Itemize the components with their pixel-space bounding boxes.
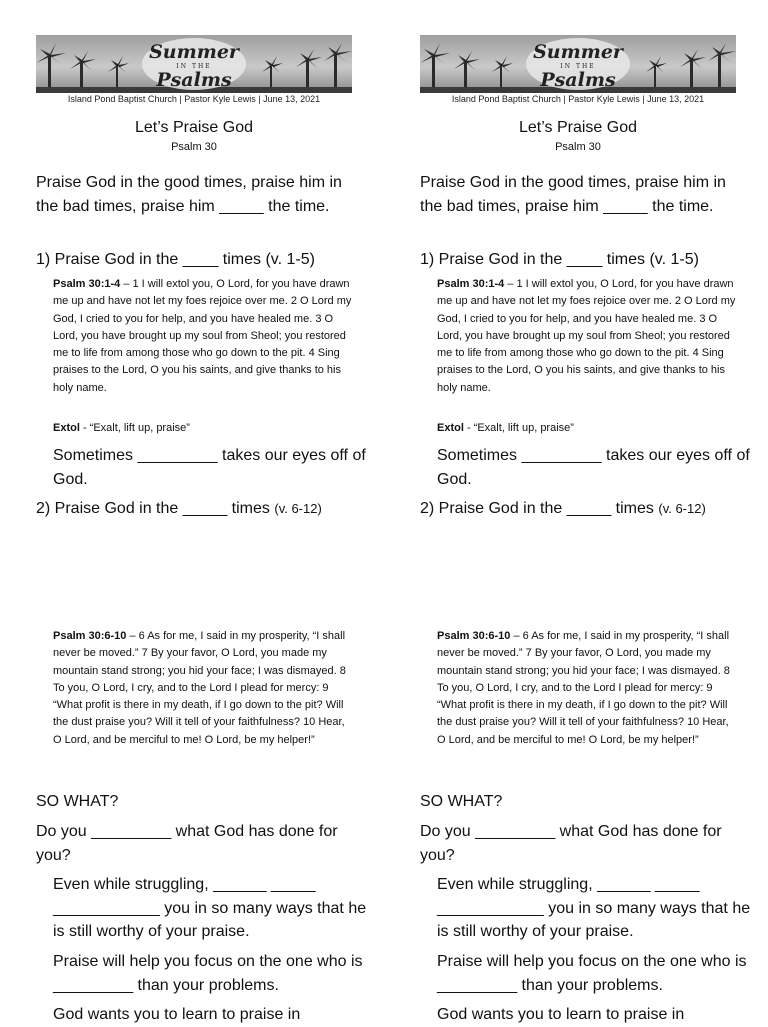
intro-statement: Praise God in the good times, praise him in the bad times, praise him _____ the time. xyxy=(36,174,342,215)
scripture-passage-1 xyxy=(437,276,739,397)
point-2-text: 2) Praise God in the _____ times xyxy=(420,500,659,517)
application-3: God wants you to learn to praise in xyxy=(437,1006,685,1023)
scripture-text-1: – 1 I will extol you, O Lord, for you have drawn me up and have not let my foes rejoice over me. 2 O Lord my God, I cried to you for help, and you have healed me. 3 O Lord, you have brought up my soul from Sheol; you restored me to life from among those who go down to the pit. 4 Sing praises to the Lord, O you his saints, and give thanks to his holy name. xyxy=(437,278,736,394)
sometimes-statement: Sometimes _________ takes our eyes off of God. xyxy=(437,447,750,488)
application-2: Praise will help you focus on the one who is _________ than your problems. xyxy=(53,953,363,994)
church-info-line: Island Pond Baptist Church | Pastor Kyle Lewis | June 13, 2021 xyxy=(451,94,705,104)
logo-in-the-text: IN THE xyxy=(176,63,212,70)
point-2-heading xyxy=(420,497,740,521)
scripture-text-1: – 1 I will extol you, O Lord, for you have drawn me up and have not let my foes rejoice over me. 2 O Lord my God, I cried to you for help, and you have healed me. 3 O Lord, you have brought up my soul from Sheol; you restored me to life from among those who go down to the pit. 4 Sing praises to the Lord, O you his saints, and give thanks to his holy name. xyxy=(53,278,352,394)
summer-in-the-psalms-banner xyxy=(420,35,736,93)
point-2-verses: (v. 6-12) xyxy=(658,501,706,516)
application-3: God wants you to learn to praise in xyxy=(53,1006,301,1023)
so-what-heading: SO WHAT? xyxy=(420,793,503,810)
bulletin-column-left xyxy=(36,0,388,1024)
scripture-ref-1: Psalm 30:1-4 xyxy=(53,278,121,290)
scripture-ref-1: Psalm 30:1-4 xyxy=(437,278,505,290)
sermon-title: Let’s Praise God xyxy=(519,119,637,136)
extol-term: Extol xyxy=(437,422,464,434)
logo-psalms-text: Psalms xyxy=(156,69,232,91)
summer-in-the-psalms-banner xyxy=(36,35,352,93)
extol-definition xyxy=(53,420,355,437)
scripture-ref-2: Psalm 30:6-10 xyxy=(53,630,127,642)
sermon-subtitle: Psalm 30 xyxy=(171,141,217,153)
application-1: Even while struggling, ______ _____ ____________ you in so many ways that he is still worthy of your praise. xyxy=(437,876,751,940)
scripture-text-2: – 6 As for me, I said in my prosperity, “I shall never be moved.” 7 By your favor, O Lord, you made my mountain stand strong; you hid your face; I was dismayed. 8 To you, O Lord, I cry, and to the Lord I plead for mercy: 9 “What profit is there in my death, if I go down to the pit? Will the dust praise you? Will it tell of your faithfulness? 10 Hear, O Lord, and be merciful to me! O Lord, be my helper!” xyxy=(53,630,346,746)
logo-psalms-text: Psalms xyxy=(540,69,616,91)
question-1: Do you _________ what God has done for you? xyxy=(420,823,722,864)
sometimes-statement: Sometimes _________ takes our eyes off of God. xyxy=(53,447,366,488)
application-2: Praise will help you focus on the one who is _________ than your problems. xyxy=(437,953,747,994)
application-1: Even while struggling, ______ _____ ____________ you in so many ways that he is still worthy of your praise. xyxy=(53,876,367,940)
so-what-heading: SO WHAT? xyxy=(36,793,119,810)
extol-term: Extol xyxy=(53,422,80,434)
point-2-text: 2) Praise God in the _____ times xyxy=(36,500,275,517)
question-1: Do you _________ what God has done for you? xyxy=(36,823,338,864)
point-1-heading: 1) Praise God in the ____ times (v. 1-5) xyxy=(420,251,699,268)
intro-statement: Praise God in the good times, praise him in the bad times, praise him _____ the time. xyxy=(420,174,726,215)
sermon-subtitle: Psalm 30 xyxy=(555,141,601,153)
extol-definition xyxy=(437,420,739,437)
sermon-title: Let’s Praise God xyxy=(135,119,253,136)
logo-in-the-text: IN THE xyxy=(560,63,596,70)
logo-summer-text: Summer xyxy=(533,41,623,63)
church-info-line: Island Pond Baptist Church | Pastor Kyle Lewis | June 13, 2021 xyxy=(67,94,321,104)
scripture-ref-2: Psalm 30:6-10 xyxy=(437,630,511,642)
scripture-passage-1 xyxy=(53,276,355,397)
scripture-text-2: – 6 As for me, I said in my prosperity, “I shall never be moved.” 7 By your favor, O Lord, you made my mountain stand strong; you hid your face; I was dismayed. 8 To you, O Lord, I cry, and to the Lord I plead for mercy: 9 “What profit is there in my death, if I go down to the pit? Will the dust praise you? Will it tell of your faithfulness? 10 Hear, O Lord, and be merciful to me! O Lord, be my helper!” xyxy=(437,630,730,746)
scripture-passage-2 xyxy=(53,628,355,749)
logo-summer-text: Summer xyxy=(149,41,239,63)
point-2-heading xyxy=(36,497,356,521)
point-2-verses: (v. 6-12) xyxy=(274,501,322,516)
bulletin-column-right xyxy=(420,0,768,1024)
extol-meaning: - “Exalt, lift up, praise” xyxy=(463,422,574,434)
point-1-heading: 1) Praise God in the ____ times (v. 1-5) xyxy=(36,251,315,268)
extol-meaning: - “Exalt, lift up, praise” xyxy=(79,422,190,434)
scripture-passage-2 xyxy=(437,628,739,749)
